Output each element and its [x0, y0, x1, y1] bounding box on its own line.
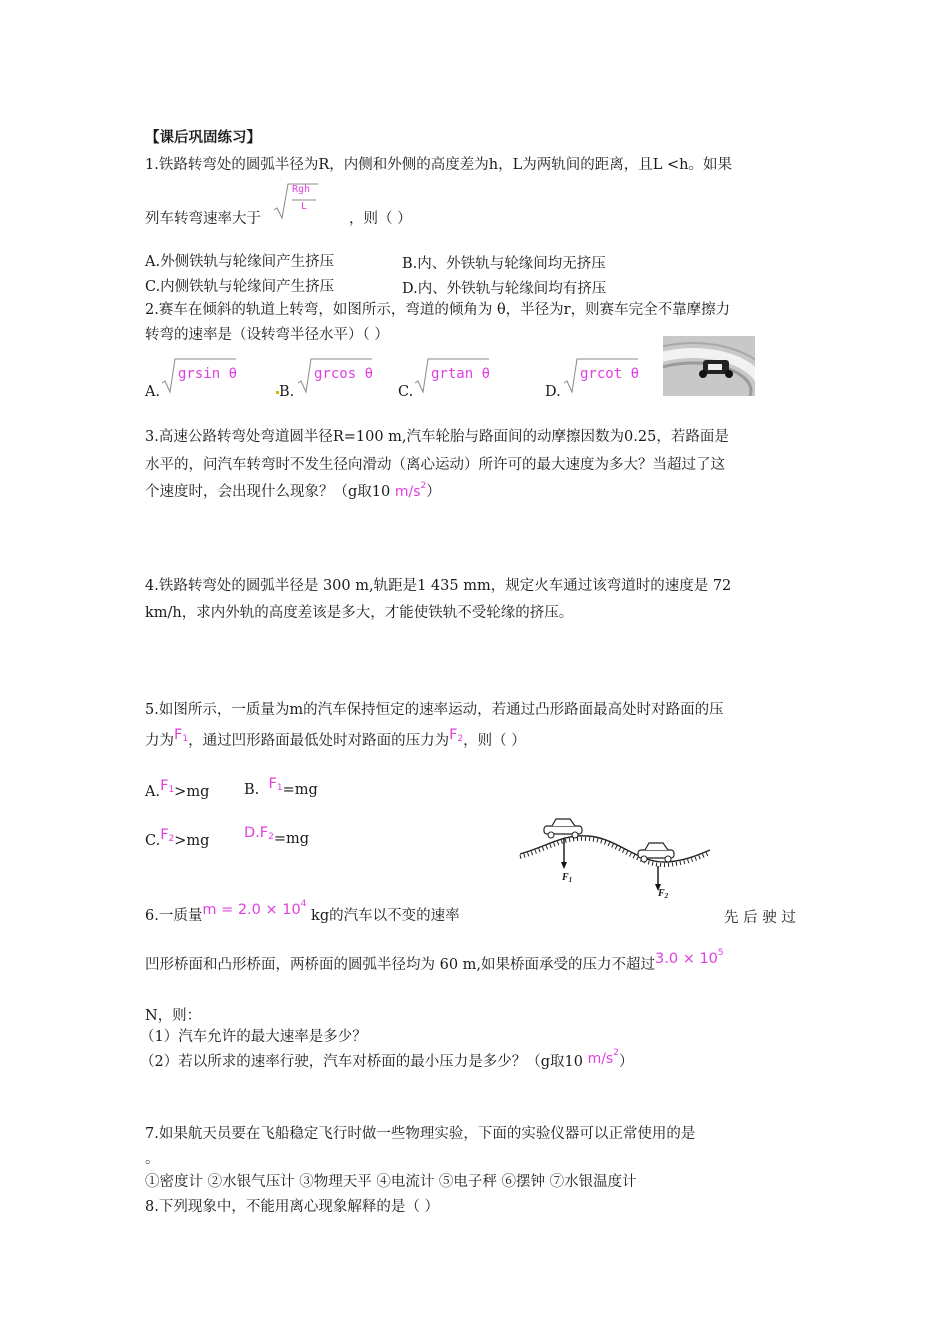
- q6-line2: 凹形桥面和凸形桥面，两桥面的圆弧半径均为 60 m,如果桥面承受的压力不超过$3.0 \times 10^5$: [145, 948, 724, 973]
- q5-opt-d: D.F2=mg: [244, 825, 310, 847]
- q5-opt-b: B. F1=mg: [244, 776, 318, 798]
- q1-line2-post: ，则（ ）: [349, 211, 412, 227]
- q1-sqrt-formula: [272, 182, 322, 220]
- section-title: 【课后巩固练习】: [145, 129, 261, 146]
- q1-opt-a: A.外侧铁轨与轮缘间产生挤压: [145, 254, 335, 270]
- q5-f1-symbol: F1: [174, 727, 189, 744]
- q1-opt-c: C.内侧铁轨与轮缘间产生挤压: [145, 279, 335, 295]
- q3-line2: 水平的，问汽车转弯时不发生径向滑动（离心运动）所许可的最大速度为多大？当超过了这: [145, 457, 725, 473]
- q1-line2-pre: 列车转弯速率大于: [145, 211, 261, 227]
- q2-rad-b: [296, 357, 376, 395]
- q8-line1: 8.下列现象中，不能用离心现象解释的是（ ）: [145, 1199, 439, 1215]
- q4-line2: km/h，求内外轨的高度差该是多大，才能使铁轨不受轮缘的挤压。: [145, 605, 574, 621]
- q2-opt-d: D.: [545, 384, 561, 400]
- q2-rad-d: [562, 357, 642, 395]
- q2-rad-d-text: grcot θ: [580, 366, 640, 382]
- fig-label-f2: $F_2$: [658, 888, 669, 900]
- q6-sub1: （1）汽车允许的最大速率是多少？: [140, 1029, 367, 1045]
- q5-line2: 力为F1，通过凹形路面最低处时对路面的压力为F2，则（ ）: [145, 727, 526, 749]
- q2-opt-c: C.: [398, 384, 414, 400]
- q7-options: ①密度计 ②水银气压计 ③物理天平 ④电流计 ⑤电子秤 ⑥摆钟 ⑦水银温度计: [145, 1174, 637, 1190]
- race-track-image: [663, 336, 755, 396]
- q6-force-formula: $3.0 \times 10^5$: [655, 948, 724, 967]
- q6-line3: N，则：: [145, 1008, 202, 1024]
- q7-line1: 7.如果航天员要在飞船稳定飞行时做一些物理实验，下面的实验仪器可以正常使用的是: [145, 1126, 696, 1142]
- q3-unit: $m/s^2$: [394, 481, 427, 500]
- q1-line1: 1.铁路转弯处的圆弧半径为R，内侧和外侧的高度差为h，L为两轨间的距离，且L <h。如果: [145, 157, 732, 173]
- q6-line1-post: 先 后 驶 过: [724, 910, 796, 926]
- q2-rad-c: [413, 357, 493, 395]
- q2-opt-a: A.: [145, 384, 161, 400]
- q2-rad-a-text: grsin θ: [178, 366, 238, 382]
- q5-opt-a: A.F1>mg: [145, 778, 210, 800]
- q2-opt-b: B.: [276, 384, 294, 400]
- q5-line1: 5.如图所示，一质量为m的汽车保持恒定的速率运动，若通过凸形路面最高处时对路面的压: [145, 702, 724, 718]
- car-bottom: [638, 843, 674, 862]
- q6-sub2: （2）若以所求的速率行驶，汽车对桥面的最小压力是多少？（g取10 $m/s^2$）: [140, 1048, 634, 1070]
- road-diagram: [518, 816, 713, 902]
- q3-line3: 个速度时，会出现什么现象？（g取10 $m/s^2$）: [145, 481, 441, 500]
- q6-unit: $m/s^2$: [587, 1048, 619, 1067]
- q2-line2: 转弯的速率是（设转弯半径水平）（ ）: [145, 327, 389, 343]
- q2-rad-a: [160, 357, 240, 395]
- q5-opt-c: C.F2>mg: [145, 827, 210, 849]
- q2-rad-b-text: grcos θ: [314, 366, 374, 382]
- race-car-photo: [663, 336, 755, 396]
- q1-frac-num: Rgh: [292, 184, 311, 195]
- q4-line1: 4.铁路转弯处的圆弧半径是 300 m,轨距是1 435 mm，规定火车通过该弯道时的速度是 72: [145, 578, 732, 594]
- q3-line1: 3.高速公路转弯处弯道圆半径R=100 m,汽车轮胎与路面间的动摩擦因数为0.25，若路面是: [145, 429, 729, 445]
- q2-rad-c-text: grtan θ: [431, 366, 491, 382]
- q1-opt-d: D.内、外铁轨与轮缘间均有挤压: [402, 281, 607, 297]
- road-figure: [518, 816, 713, 902]
- q1-opt-b: B.内、外铁轨与轮缘间均无挤压: [402, 256, 606, 272]
- car-top: [544, 819, 582, 838]
- q6-line1: 6.一质量$m = 2.0 \times 10^4$ kg的汽车以不变的速率: [145, 899, 460, 924]
- q5-f2-symbol: F2: [449, 727, 464, 744]
- q6-mass-formula: $m = 2.0 \times 10^4$: [202, 899, 307, 918]
- q1-frac-den: L: [301, 201, 308, 212]
- q2-line1: 2.赛车在倾斜的轨道上转弯，如图所示，弯道的倾角为 θ，半径为r，则赛车完全不靠摩擦力: [145, 302, 731, 318]
- q7-line2: 。: [145, 1151, 160, 1167]
- fig-label-f1: $F_1$: [562, 872, 573, 884]
